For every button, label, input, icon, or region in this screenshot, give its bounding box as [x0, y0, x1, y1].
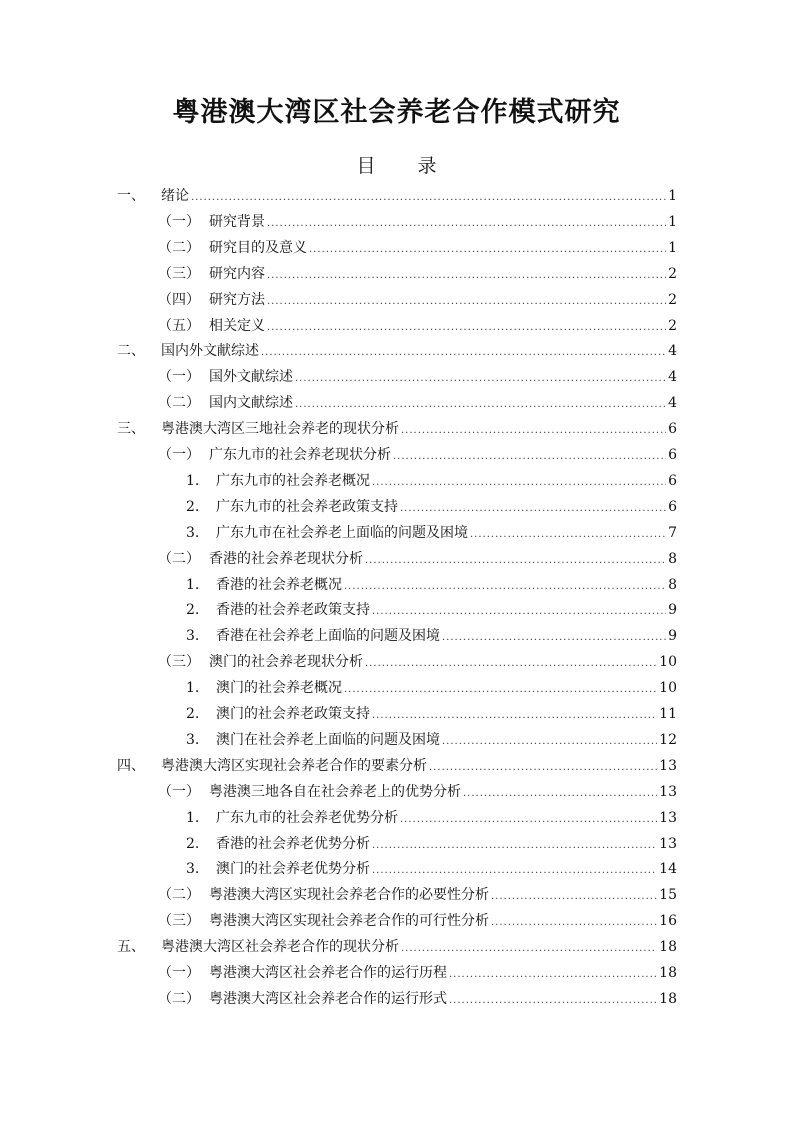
toc-entry[interactable] — [158, 546, 677, 572]
toc-entry-label: 广东九市的社会养老政策支持 — [216, 498, 398, 515]
toc-entry[interactable] — [158, 779, 677, 805]
toc-entry[interactable] — [158, 287, 677, 313]
toc-entry-page-number: 16 — [659, 913, 677, 930]
toc-entry-page-number: 13 — [659, 835, 677, 852]
toc-entry-number: （一） — [158, 447, 200, 463]
toc-entry[interactable] — [158, 209, 677, 235]
toc-entry-number: （二） — [158, 395, 200, 412]
toc-entry-page-number: 13 — [659, 757, 677, 774]
toc-entry-label: 粤港澳大湾区实现社会养老合作的可行性分析 — [209, 913, 489, 930]
toc-entry[interactable] — [158, 649, 677, 675]
toc-dot-leader — [449, 962, 657, 988]
toc-entry[interactable] — [158, 261, 677, 287]
toc-entry-label: 澳门在社会养老上面临的问题及困境 — [216, 731, 440, 748]
toc-entry-label: 澳门的社会养老优势分析 — [216, 861, 370, 878]
toc-entry-page-number: 1 — [668, 188, 677, 204]
toc-entry-label: 研究背景 — [209, 213, 265, 230]
toc-dot-leader — [344, 574, 666, 600]
toc-entry-page-number: 8 — [668, 576, 677, 593]
toc-entry-number: （二） — [158, 550, 200, 567]
toc-entry-label: 研究内容 — [209, 265, 265, 282]
toc-entry[interactable] — [186, 727, 677, 753]
toc-dot-leader — [463, 781, 657, 807]
toc-entry[interactable] — [186, 468, 677, 494]
toc-entry-number: （五） — [158, 317, 200, 334]
toc-entry[interactable] — [186, 856, 677, 882]
toc-entry-number: 四、 — [117, 757, 145, 774]
toc-dot-leader — [267, 263, 666, 289]
toc-dot-leader — [470, 522, 666, 548]
toc-entry[interactable] — [186, 520, 677, 546]
toc-entry-label: 香港的社会养老政策支持 — [216, 602, 370, 619]
toc-entry-label: 绪论 — [161, 188, 189, 204]
toc-entry-page-number: 2 — [668, 265, 677, 282]
toc-entry-page-number: 4 — [668, 369, 677, 386]
toc-entry-label: 香港在社会养老上面临的问题及困境 — [216, 628, 440, 645]
toc-entry[interactable] — [158, 390, 677, 416]
toc-entry-number: （三） — [158, 265, 200, 282]
toc-entry-number: 1. — [186, 576, 200, 593]
toc-entry[interactable] — [186, 494, 677, 520]
toc-entry-number: 二、 — [117, 343, 145, 360]
toc-dot-leader — [400, 807, 657, 833]
toc-entry-label: 澳门的社会养老政策支持 — [216, 706, 370, 722]
toc-entry-label: 香港的社会养老现状分析 — [209, 550, 363, 567]
toc-dot-leader — [400, 496, 666, 522]
toc-entry[interactable] — [186, 701, 677, 727]
toc-entry-page-number: 9 — [668, 602, 677, 619]
toc-entry-label: 粤港澳三地各自在社会养老上的优势分析 — [209, 783, 461, 800]
toc-dot-leader — [372, 599, 666, 625]
toc-entry-label: 澳门的社会养老概况 — [216, 680, 342, 697]
toc-dot-leader — [365, 651, 657, 677]
toc-entry-number: 3. — [186, 628, 200, 645]
toc-entry-label: 香港的社会养老优势分析 — [216, 835, 370, 852]
toc-entry-number: 2. — [186, 498, 200, 515]
toc-entry[interactable] — [186, 597, 677, 623]
toc-entry-page-number: 2 — [668, 291, 677, 308]
toc-entry-page-number: 10 — [659, 680, 677, 697]
toc-entry-page-number: 4 — [668, 395, 677, 412]
toc-entry-page-number: 6 — [668, 421, 677, 438]
toc-entry[interactable] — [158, 313, 677, 339]
toc-heading: 目 录 — [356, 155, 455, 177]
toc-entry-number: 1. — [186, 472, 200, 489]
toc-entry-label: 粤港澳大湾区实现社会养老合作的要素分析 — [161, 757, 427, 774]
toc-entry-label: 国内外文献综述 — [161, 343, 259, 360]
toc-entry[interactable] — [186, 623, 677, 649]
toc-dot-leader — [267, 211, 666, 237]
toc-entry-label: 相关定义 — [209, 317, 265, 334]
toc-entry-number: 2. — [186, 706, 200, 722]
toc-entry-page-number: 6 — [668, 498, 677, 515]
toc-entry-page-number: 15 — [659, 887, 677, 904]
toc-entry-page-number: 4 — [668, 343, 677, 360]
toc-entry-label: 澳门的社会养老现状分析 — [209, 654, 363, 671]
toc-entry-label: 粤港澳大湾区社会养老合作的运行形式 — [209, 990, 447, 1007]
toc-entry-number: 三、 — [117, 421, 145, 438]
toc-entry-label: 广东九市在社会养老上面临的问题及困境 — [216, 524, 468, 541]
toc-dot-leader — [372, 858, 657, 884]
toc-entry-number: 五、 — [117, 939, 145, 956]
toc-dot-leader — [442, 729, 657, 755]
toc-entry[interactable] — [117, 753, 677, 779]
toc-entry-label: 广东九市的社会养老概况 — [216, 472, 370, 489]
toc-entry-page-number: 11 — [659, 706, 677, 722]
toc-entry[interactable] — [158, 235, 677, 261]
toc-dot-leader — [491, 910, 657, 936]
toc-entry-page-number: 8 — [668, 550, 677, 567]
toc-entry-label: 粤港澳大湾区社会养老合作的现状分析 — [161, 939, 399, 956]
toc-dot-leader — [429, 755, 657, 781]
toc-dot-leader — [449, 988, 657, 1014]
toc-entry[interactable] — [186, 675, 677, 701]
toc-entry[interactable] — [117, 934, 677, 960]
toc-dot-leader — [344, 677, 657, 703]
toc-entry-page-number: 6 — [668, 472, 677, 489]
toc-entry[interactable] — [158, 960, 677, 986]
toc-dot-leader — [401, 936, 657, 962]
toc-entry-number: （三） — [158, 654, 200, 671]
toc-dot-leader — [372, 470, 666, 496]
toc-entry-label: 粤港澳大湾区社会养老合作的运行历程 — [209, 965, 447, 981]
toc-entry-page-number: 18 — [659, 990, 677, 1007]
toc-dot-leader — [372, 703, 657, 729]
toc-entry[interactable] — [117, 338, 677, 364]
toc-entry-page-number: 13 — [659, 809, 677, 826]
toc-entry-page-number: 13 — [659, 783, 677, 800]
toc-entry-number: （一） — [158, 783, 200, 800]
toc-entry-label: 研究目的及意义 — [209, 239, 307, 256]
toc-entry-number: 2. — [186, 602, 200, 619]
toc-entry[interactable] — [158, 986, 677, 1012]
toc-entry[interactable] — [117, 416, 677, 442]
toc-entry-number: （一） — [158, 213, 200, 230]
toc-entry-number: （一） — [158, 965, 200, 981]
toc-entry-label: 广东九市的社会养老现状分析 — [209, 447, 391, 463]
toc-dot-leader — [261, 340, 666, 366]
toc-entry-page-number: 12 — [659, 731, 677, 748]
toc-entry-number: 1. — [186, 680, 200, 697]
toc-entry-number: （二） — [158, 887, 200, 904]
toc-entry[interactable] — [186, 572, 677, 598]
toc-entry-page-number: 1 — [668, 213, 677, 230]
toc-entry-page-number: 10 — [659, 654, 677, 671]
toc-entry[interactable] — [186, 805, 677, 831]
toc-dot-leader — [401, 418, 666, 444]
toc-entry-label: 香港的社会养老概况 — [216, 576, 342, 593]
toc-entry-number: （二） — [158, 990, 200, 1007]
toc-entry-number: （三） — [158, 913, 200, 930]
toc-entry-label: 国外文献综述 — [209, 369, 293, 386]
toc-entry-number: 一、 — [117, 188, 145, 204]
toc-dot-leader — [372, 833, 657, 859]
toc-dot-leader — [491, 884, 657, 910]
toc-entry-number: 2. — [186, 835, 200, 852]
toc-entry-number: （一） — [158, 369, 200, 386]
toc-dot-leader — [309, 237, 666, 263]
toc-dot-leader — [365, 548, 666, 574]
toc-entry-label: 粤港澳大湾区实现社会养老合作的必要性分析 — [209, 887, 489, 904]
toc-entry-page-number: 9 — [668, 628, 677, 645]
toc-dot-leader — [393, 444, 666, 470]
toc-entry-number: 3. — [186, 861, 200, 878]
toc-entry-number: 3. — [186, 524, 200, 541]
toc-entry-page-number: 18 — [659, 965, 677, 981]
toc-dot-leader — [295, 366, 666, 392]
toc-entry-number: 3. — [186, 731, 200, 748]
toc-entry[interactable] — [117, 183, 677, 209]
toc-entry[interactable] — [186, 831, 677, 857]
toc-entry-page-number: 14 — [659, 861, 677, 878]
toc-entry-page-number: 18 — [659, 939, 677, 956]
toc-entry-page-number: 1 — [668, 239, 677, 256]
toc-entry-label: 国内文献综述 — [209, 395, 293, 412]
toc-entry[interactable] — [158, 908, 677, 934]
toc-entry-page-number: 6 — [668, 447, 677, 463]
toc-entry[interactable] — [158, 364, 677, 390]
toc-entry-page-number: 2 — [668, 317, 677, 334]
toc-entry-page-number: 7 — [668, 524, 677, 541]
toc-entry[interactable] — [158, 882, 677, 908]
toc-dot-leader — [442, 625, 666, 651]
toc-dot-leader — [267, 289, 666, 315]
toc-entry-label: 研究方法 — [209, 291, 265, 308]
document-title: 粤港澳大湾区社会养老合作模式研究 — [172, 97, 621, 128]
toc-dot-leader — [295, 392, 666, 418]
toc-entry-number: （二） — [158, 239, 200, 256]
toc-entry-number: （四） — [158, 291, 200, 308]
toc-entry[interactable] — [158, 442, 677, 468]
toc-dot-leader — [191, 185, 666, 211]
toc-entry-number: 1. — [186, 809, 200, 826]
toc-entry-label: 粤港澳大湾区三地社会养老的现状分析 — [161, 421, 399, 438]
toc-dot-leader — [267, 315, 666, 341]
toc-entry-label: 广东九市的社会养老优势分析 — [216, 809, 398, 826]
